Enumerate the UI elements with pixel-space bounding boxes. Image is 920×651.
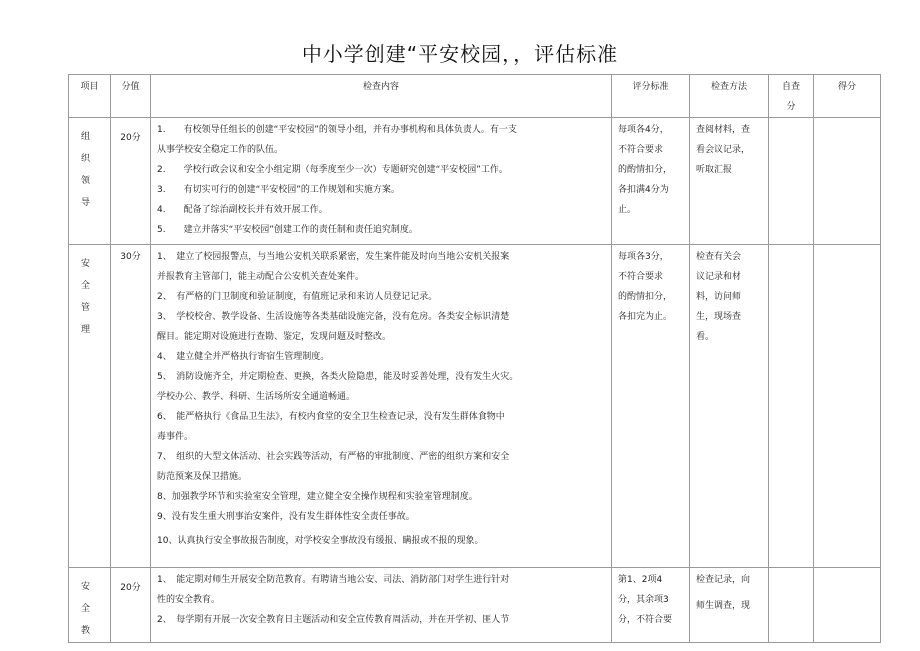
final-score-cell[interactable] bbox=[814, 568, 881, 643]
score-cell: 30分 bbox=[111, 245, 151, 568]
method-line: 检查有关会 bbox=[696, 252, 742, 262]
table-row bbox=[69, 568, 881, 643]
content-cell bbox=[151, 245, 612, 568]
method-line: 师生调查，现 bbox=[696, 601, 751, 611]
criteria-line: 止。 bbox=[618, 205, 637, 215]
criteria-line: 第1、2项4 bbox=[618, 575, 663, 585]
method-line: 料，访问师 bbox=[696, 292, 742, 302]
content-line: 4. 配备了综治副校长并有效开展工作。 bbox=[157, 205, 328, 215]
content-line: 1、 能定期对师生开展安全防范教育。有聘请当地公安、司法、消防部门对学生进行针对 bbox=[157, 575, 510, 585]
project-cell bbox=[69, 118, 111, 245]
content-line: 2、 每学期有开展一次安全教育日主题活动和安全宣传教育周活动，并在开学初、匪人节 bbox=[157, 615, 510, 625]
content-line: 9、没有发生重大刑事治安案件，没有发生群体性安全责任事故。 bbox=[157, 512, 415, 522]
project-line1: 安 全 bbox=[80, 582, 98, 614]
header-self-check-line1: 自查 bbox=[781, 82, 800, 92]
project-line2: 管 理 bbox=[80, 303, 98, 335]
criteria-line: 不符合要求 bbox=[618, 145, 664, 155]
content-line: 1、 建立了校园报警点，与当地公安机关联系紧密，发生案件能及时向当地公安机关报案 bbox=[157, 252, 510, 262]
page-title: 中小学创建“平安校园，，评估标准 bbox=[301, 42, 619, 66]
criteria-line: 的酌情扣分， bbox=[618, 165, 673, 175]
self-check-cell[interactable] bbox=[769, 568, 814, 643]
content-line: 4、 建立健全并严格执行寄宿生管理制度。 bbox=[157, 352, 330, 362]
content-line: 醒目。能定期对设施进行查勘、鉴定，发现问题及时整改。 bbox=[157, 332, 392, 342]
content-line: 毒事件。 bbox=[157, 432, 194, 442]
project-line1: 安 全 bbox=[80, 259, 98, 291]
criteria-line: 分，其余项3 bbox=[618, 595, 669, 605]
table-row bbox=[69, 245, 881, 568]
content-line: 8、加强教学环节和实验室安全管理，建立健全安全操作规程和实验室管理制度。 bbox=[157, 492, 478, 502]
self-check-cell[interactable] bbox=[769, 245, 814, 568]
method-line: 检查记录，向 bbox=[696, 575, 751, 585]
self-check-cell[interactable] bbox=[769, 118, 814, 245]
method-cell bbox=[690, 118, 769, 245]
score-cell: 20分 bbox=[111, 118, 151, 245]
content-line: 3. 有切实可行的创建“平安校园”的工作规划和实施方案。 bbox=[157, 185, 400, 195]
method-cell bbox=[690, 245, 769, 568]
header-method: 检查方法 bbox=[690, 75, 769, 118]
score-cell: 20分 bbox=[111, 568, 151, 643]
content-line: 防范预案及保卫措施。 bbox=[157, 472, 248, 482]
content-line: 2、 有严格的门卫制度和验证制度，有值班记录和来访人员登记记录。 bbox=[157, 292, 438, 302]
content-line: 6、 能严格执行《食品卫生法》，有校内食堂的安全卫生检查记录，没有发生群体食物中 bbox=[157, 412, 505, 422]
header-row bbox=[69, 75, 881, 118]
content-line: 3、 学校校舍、教学设备、生活设施等各类基础设施完备，没有危房。各类安全标识清楚 bbox=[157, 312, 510, 322]
content-line: 1. 有校领导任组长的创建“平安校园”的领导小组，并有办事机构和具体负责人。有一支 bbox=[157, 125, 517, 135]
table-row bbox=[69, 118, 881, 245]
content-line: 性的安全教育。 bbox=[157, 595, 221, 605]
final-score-cell[interactable] bbox=[814, 245, 881, 568]
header-self-check bbox=[769, 75, 814, 118]
content-line: 并报教育主管部门，能主动配合公安机关查处案件。 bbox=[157, 272, 365, 282]
method-line: 生，现场查 bbox=[696, 312, 742, 322]
criteria-line: 各扣完为止。 bbox=[618, 312, 673, 322]
content-line: 7、 组织的大型文体活动、社会实践等活动，有严格的审批制度、严密的组织方案和安全 bbox=[157, 452, 510, 462]
content-line: 学校办公、教学、科研、生活场所安全通道畅通。 bbox=[157, 392, 356, 402]
criteria-line: 每项各3分， bbox=[618, 252, 669, 262]
header-criteria: 评分标准 bbox=[612, 75, 690, 118]
method-cell bbox=[690, 568, 769, 643]
header-project: 项目 bbox=[69, 75, 111, 118]
content-cell bbox=[151, 118, 612, 245]
method-line: 议记录和材 bbox=[696, 272, 742, 282]
method-line: 查阅材料，查 bbox=[696, 125, 751, 135]
criteria-line: 的酌情扣分， bbox=[618, 292, 673, 302]
criteria-cell bbox=[612, 245, 690, 568]
project-line2: 教 bbox=[80, 626, 98, 636]
header-final-score: 得分 bbox=[814, 75, 881, 118]
method-line: 看会议记录， bbox=[696, 145, 751, 155]
criteria-line: 每项各4分， bbox=[618, 125, 669, 135]
project-cell bbox=[69, 245, 111, 568]
method-line: 看。 bbox=[696, 332, 715, 342]
content-line: 5. 建立并落实“平安校园”创建工作的责任制和责任追究制度。 bbox=[157, 225, 418, 235]
criteria-line: 分，不符合要 bbox=[618, 615, 673, 625]
content-line: 5、 消防设施齐全，并定期检查、更换，各类火险隐患，能及时妥善处理，没有发生火灾。 bbox=[157, 372, 519, 382]
criteria-cell bbox=[612, 568, 690, 643]
project-line1: 组 织 bbox=[80, 132, 98, 164]
evaluation-table bbox=[68, 74, 881, 643]
content-line: 2. 学校行政会议和安全小组定期（每季度至少一次）专题研究创建“平安校园”工作。 bbox=[157, 165, 508, 175]
project-cell bbox=[69, 568, 111, 643]
header-self-check-line2: 分 bbox=[786, 102, 796, 112]
criteria-line: 不符合要求 bbox=[618, 272, 664, 282]
final-score-cell[interactable] bbox=[814, 118, 881, 245]
header-content: 检查内容 bbox=[151, 75, 612, 118]
method-line: 听取汇报 bbox=[696, 165, 733, 175]
content-line: 从事学校安全稳定工作的队伍。 bbox=[157, 145, 284, 155]
content-line: 10、认真执行安全事故报告制度，对学校安全事故没有缓报、瞒报或不报的现象。 bbox=[157, 536, 484, 546]
criteria-line: 各扣满4分为 bbox=[618, 185, 669, 195]
content-cell bbox=[151, 568, 612, 643]
project-line2: 领 导 bbox=[80, 176, 98, 208]
header-score: 分值 bbox=[111, 75, 151, 118]
criteria-cell bbox=[612, 118, 690, 245]
